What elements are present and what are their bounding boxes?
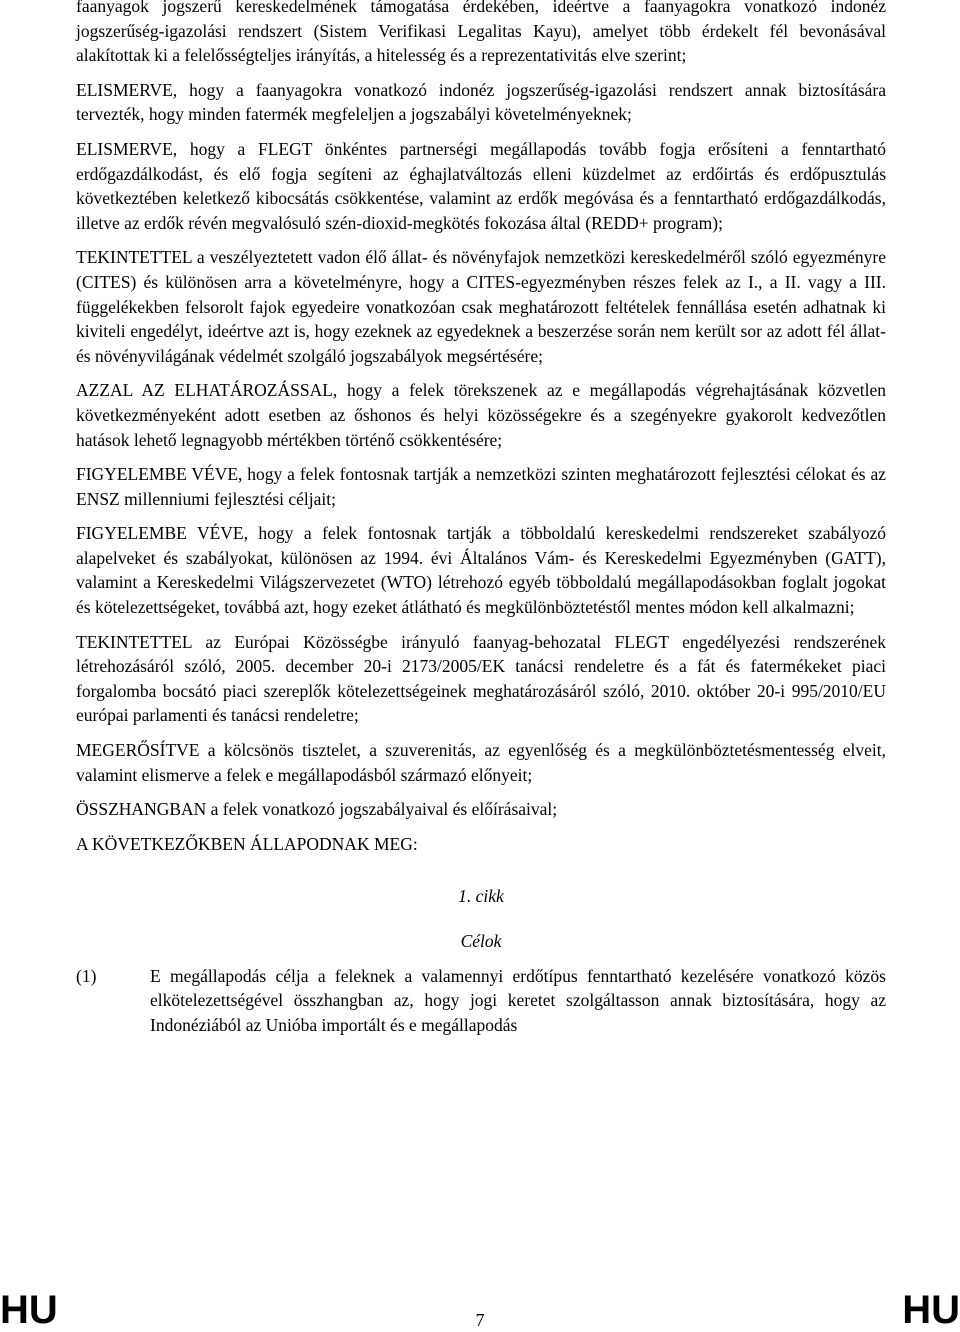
paragraph-figyelembe-veve-2: FIGYELEMBE VÉVE, hogy a felek fontosnak tartják a többoldalú kereskedelmi rendszereket szabályozó alapelveket és szabályokat, különösen az 1994. évi Általános Vám- és Kereskedelmi Egyezményben (GATT), valamint a Kereskedelmi Világszervezetet (WTO) létrehozó egyéb többoldalú megállapodásokban foglalt jogokat és kötelezettségeket, továbbá azt, hogy ezeket átlátható és megkülönböztetéstől mentes módon kell alkalmazni; bbox=[76, 523, 886, 618]
page-number: 7 bbox=[475, 1310, 485, 1330]
paragraph-agreement-clause: A KÖVETKEZŐKBEN ÁLLAPODNAK MEG: bbox=[76, 833, 418, 854]
paragraph-elismerve-2: ELISMERVE, hogy a FLEGT önkéntes partnerségi megállapodás tovább fogja erősíteni a fenntartható erdőgazdálkodást, és elő fogja segíteni az éghajlatváltozás elleni küzdelmet az erdőirtás és erdőpusztulás következtében keletkező kibocsátás csökkentése, valamint az erdők megóvása és a fenntartható erdőgazdálkodás, illetve az erdők révén megvalósuló szén-dioxid-megkötés fokozása által (REDD+ program); bbox=[76, 138, 886, 233]
list-item bbox=[76, 964, 886, 1038]
paragraph-megerositve: MEGERŐSÍTVE a kölcsönös tisztelet, a szuverenitás, az egyenlőség és a megkülönböztetésmentesség elveit, valamint elismerve a felek e megállapodásból származó előnyeit; bbox=[76, 740, 886, 785]
paragraph-intro-continuation: faanyagok jogszerű kereskedelmének támogatása érdekében, ideértve a faanyagokra vonatkozó indonéz jogszerűség-igazolási rendszert (Sistem Verifikasi Legalitas Kayu), amelyet több érdekelt fél bevonásával alakítottak ki a felelősségteljes irányítás, a hitelesség és a reprezentativitás elve szerint; bbox=[76, 0, 886, 66]
article-title: Célok bbox=[460, 931, 502, 951]
paragraph-osszhangban: ÖSSZHANGBAN a felek vonatkozó jogszabályaival és előírásaival; bbox=[76, 799, 558, 820]
document-body bbox=[76, 0, 886, 1037]
list-item-text: E megállapodás célja a feleknek a valamennyi erdőtípus fenntartható kezelésére vonatkozó közös elkötelezettségével összhangban az, hogy jogi keretet szolgáltasson annak biztosítására, hogy az Indonéziából az Unióba importált és e megállapodás bbox=[150, 965, 886, 1035]
paragraph-figyelembe-veve-1: FIGYELEMBE VÉVE, hogy a felek fontosnak tartják a nemzetközi szinten meghatározott fejlesztési célokat és az ENSZ millenniumi fejlesztési céljait; bbox=[76, 464, 886, 509]
list-item-number: (1) bbox=[76, 965, 97, 986]
paragraph-tekintettel-cites: TEKINTETTEL a veszélyeztetett vadon élő állat- és növényfajok nemzetközi kereskedelméről szóló egyezményre (CITES) és különösen arra a követelményre, hogy a CITES-egyezményben részes felek az I., a II. vagy a III. függelékekben felsorolt fajok egyedeire vonatkozóan csak meghatározott feltételek fennállása esetén adhatnak ki kiviteli engedélyt, ideértve azt is, hogy ezeknek az egyedeknek a beszerzése során nem került sor az adott fél állat- és növényvilágának védelmét szolgáló jogszabályok megsértésére; bbox=[76, 247, 886, 366]
paragraph-azzal-az-elhatarozassal: AZZAL AZ ELHATÁROZÁSSAL, hogy a felek törekszenek az e megállapodás végrehajtásának közvetlen következményeként adott esetben az őshonos és helyi közösségekre és a szegényekre gyakorolt kedvezőtlen hatások lehető legnagyobb mértékben történő csökkentésére; bbox=[76, 380, 886, 450]
footer-language-code-right: HU bbox=[902, 1288, 960, 1332]
footer-language-code-left: HU bbox=[0, 1288, 58, 1332]
paragraph-elismerve-1: ELISMERVE, hogy a faanyagokra vonatkozó indonéz jogszerűség-igazolási rendszert annak biztosítására tervezték, hogy minden fatermék megfeleljen a jogszabályi követelményeknek; bbox=[76, 79, 886, 125]
paragraph-tekintettel-flegt: TEKINTETTEL az Európai Közösségbe irányuló faanyag-behozatal FLEGT engedélyezési rendszerének létrehozásáról szóló, 2005. december 20-i 2173/2005/EK tanácsi rendeletre és a fát és fatermékeket piaci forgalomba bocsátó piaci szereplők kötelezettségeinek meghatározásáról szóló, 2010. október 20-i 995/2010/EU európai parlamenti és tanácsi rendeletre; bbox=[76, 631, 886, 726]
article-number: 1. cikk bbox=[458, 886, 504, 907]
